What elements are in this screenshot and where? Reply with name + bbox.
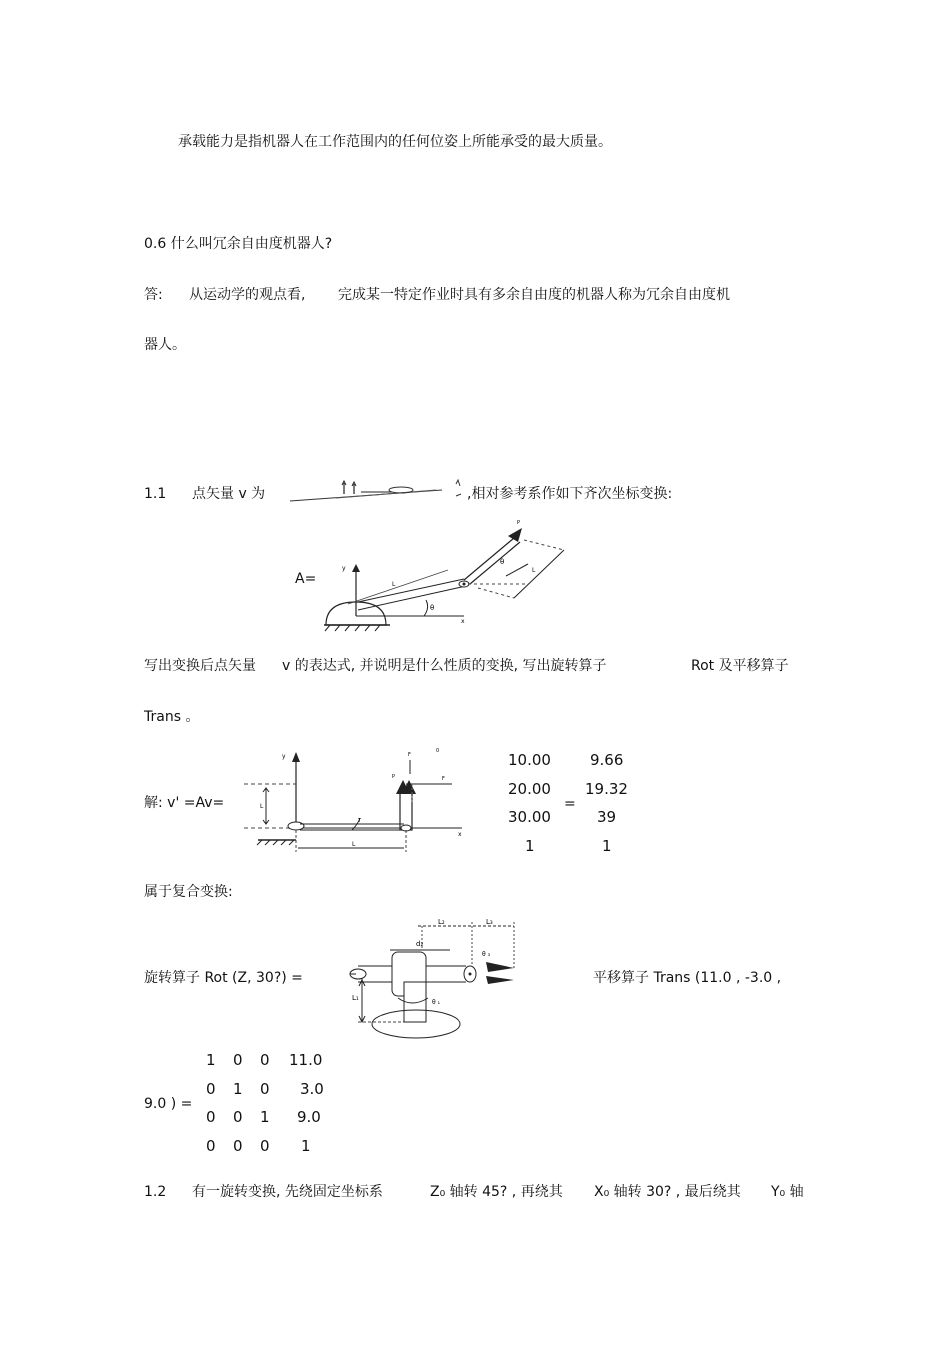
trans-m-1-3: 3.0 [300, 1080, 324, 1098]
answer-label: 答: [144, 287, 163, 303]
trans-m-2-3: 9.0 [297, 1108, 321, 1126]
matrix-right-0: 9.66 [590, 751, 624, 769]
a-label: A= [295, 571, 317, 587]
trans-m-3-3: 1 [301, 1137, 311, 1155]
trans-m-0-0: 1 [206, 1051, 216, 1069]
diagram-y-label: y [342, 565, 346, 572]
diagram-L-label: L [392, 581, 396, 588]
matrix-left-0: 10.00 [508, 751, 551, 769]
solution-L-vertical: L [260, 803, 264, 810]
joint-diagram [346, 918, 520, 1042]
answer-part1: 从运动学的观点看, [189, 287, 306, 303]
matrix-right-1: 19.32 [585, 780, 628, 798]
trans-m-0-3: 11.0 [289, 1051, 323, 1069]
question-1-1-number: 1.1 [144, 486, 167, 502]
trans-operator-label: 平移算子 Trans (11.0 , -3.0 , [593, 970, 782, 986]
question-1-2-number: 1.2 [144, 1184, 167, 1200]
matrix-left-1: 20.00 [508, 780, 551, 798]
trans-m-1-0: 0 [206, 1080, 216, 1098]
solution-F2-label: F [442, 776, 445, 782]
composite-transform-text: 属于复合变换: [144, 884, 233, 900]
question-1-1-text-a: 点矢量 v 为 [192, 486, 266, 502]
question-1-2-x0: X₀ 轴转 30? , 最后绕其 [594, 1184, 741, 1200]
answer-continuation: 器人。 [144, 337, 186, 353]
question-1-1-line2: Trans 。 [144, 709, 200, 725]
question-1-1-line1b: v 的表达式, 并说明是什么性质的变换, 写出旋转算子 [282, 658, 607, 674]
trans-m-2-0: 0 [206, 1108, 216, 1126]
solution-label: 解: v' =Av= [144, 795, 225, 811]
vector-v-image [286, 478, 466, 504]
L3-label: L₃ [486, 918, 493, 926]
question-1-1-line1c: Rot 及平移算子 [691, 658, 789, 674]
diagram-x-label: x [461, 618, 465, 625]
answer-part2: 完成某一特定作业时具有多余自由度的机器人称为冗余自由度机 [338, 287, 730, 303]
solution-diagram [240, 744, 490, 856]
trans-m-1-1: 1 [233, 1080, 243, 1098]
solution-y-label: y [282, 753, 286, 760]
diagram-L2-label: L [532, 567, 536, 574]
trans-continuation: 9.0 ) = [144, 1096, 193, 1112]
solution-L-horizontal: L [352, 841, 356, 848]
solution-T-label: T [358, 818, 362, 824]
question-1-2-z0: Z₀ 轴转 45? , 再绕其 [430, 1184, 563, 1200]
solution-P-label: P [392, 774, 396, 780]
equals-sign: = [564, 796, 576, 812]
solution-zero-label: 0 [436, 748, 440, 754]
question-1-2-text-a: 有一旋转变换, 先绕固定坐标系 [192, 1184, 383, 1200]
theta-label-upper: θ [500, 558, 505, 566]
question-1-2-y0: Y₀ 轴 [771, 1184, 804, 1200]
matrix-right-2: 39 [597, 808, 617, 826]
trans-m-0-1: 0 [233, 1051, 243, 1069]
matrix-right-3: 1 [602, 837, 612, 855]
question-1-1-line1a: 写出变换后点矢量 [144, 658, 256, 674]
solution-F-label: F [408, 752, 411, 758]
solution-x-label: x [458, 831, 462, 838]
d2-label: d₂ [416, 940, 424, 948]
matrix-left-3: 1 [525, 837, 535, 855]
trans-m-2-1: 0 [233, 1108, 243, 1126]
question-0-6-title: 0.6 什么叫冗余自由度机器人? [144, 236, 333, 252]
L1-label: L₁ [352, 994, 359, 1002]
theta1-label: θ ₁ [432, 999, 440, 1006]
trans-m-2-2: 1 [260, 1108, 270, 1126]
rot-operator-label: 旋转算子 Rot (Z, 30?) = [144, 970, 303, 986]
trans-m-3-0: 0 [206, 1137, 216, 1155]
diagram-P-label: P [517, 520, 521, 526]
theta3-label: θ ₃ [482, 951, 490, 958]
question-1-1-text-b: ,相对参考系作如下齐次坐标变换: [467, 486, 673, 502]
theta-label-lower: θ [430, 604, 435, 612]
trans-m-3-2: 0 [260, 1137, 270, 1155]
trans-m-0-2: 0 [260, 1051, 270, 1069]
matrix-left-2: 30.00 [508, 808, 551, 826]
L2-label: L₂ [438, 918, 445, 926]
payload-paragraph: 承载能力是指机器人在工作范围内的任何位姿上所能承受的最大质量。 [178, 134, 612, 150]
trans-m-3-1: 0 [233, 1137, 243, 1155]
robot-arm-diagram [318, 518, 580, 634]
trans-m-1-2: 0 [260, 1080, 270, 1098]
